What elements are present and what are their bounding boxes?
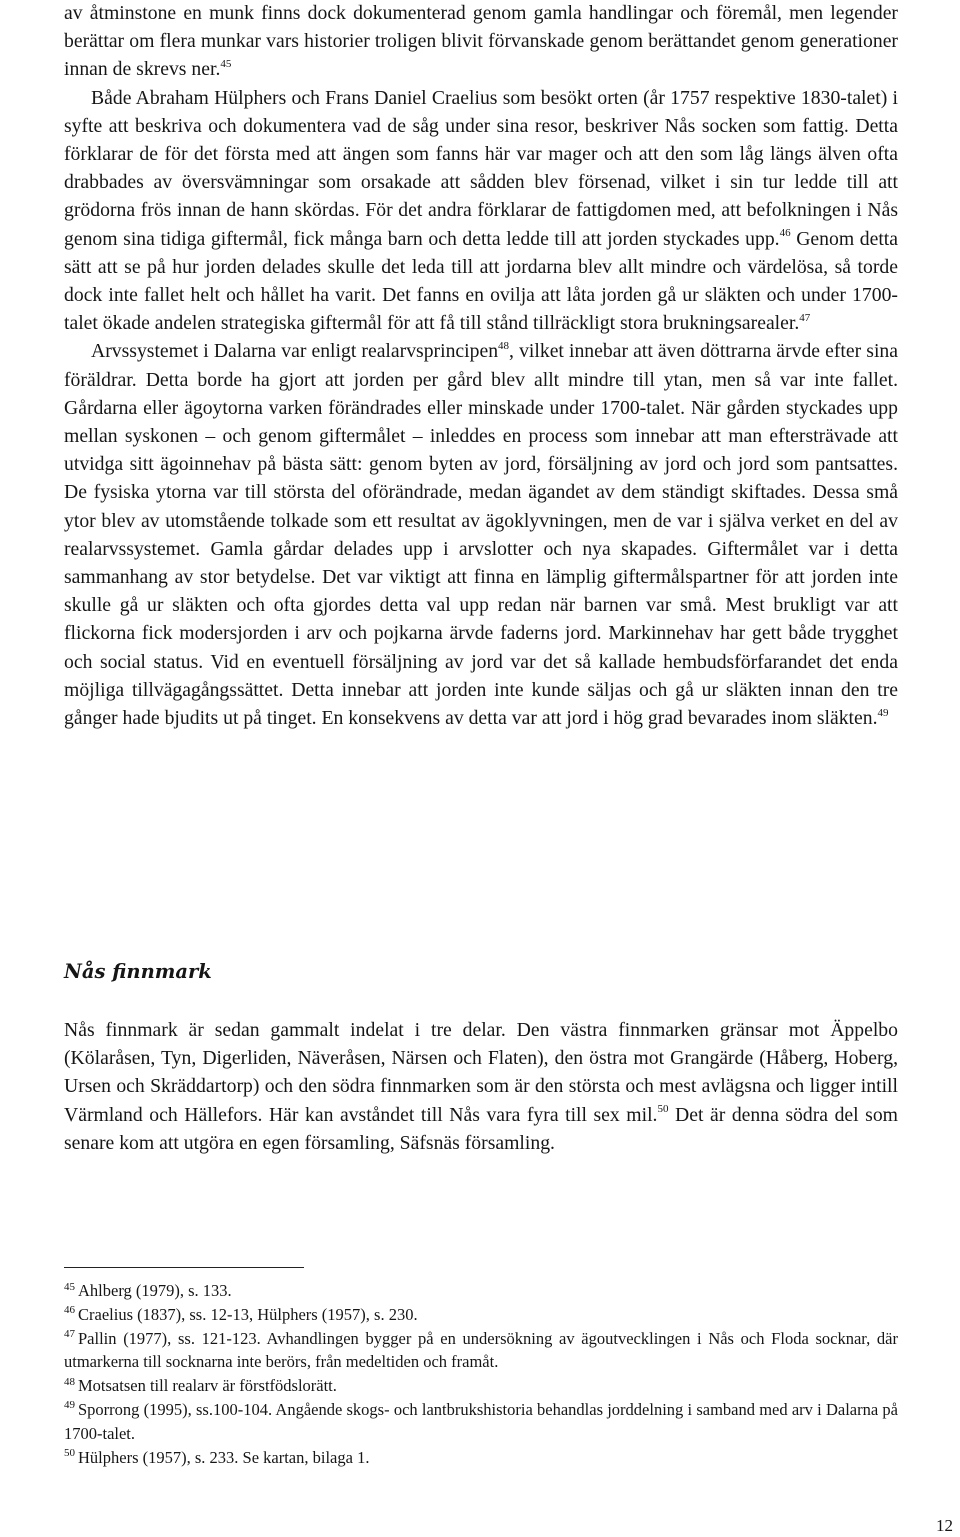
footnote-text: Pallin (1977), ss. 121-123. Avhandlingen bygger på en undersökning av ägoutvecklingen i Nås och Floda socknar, där utmarkerna till socknarna inte berörs, från medeltiden och framåt.	[64, 1328, 898, 1372]
footnote	[64, 1446, 898, 1470]
footnote-number: 45	[64, 1280, 75, 1293]
paragraph-text: Genom detta sätt att se på hur jorden delades skulle det leda till att jordarna blev allt mindre och värdelösa, så torde dock inte fallet helt och hållet ha varit. Det fanns en ovilja att låta jorden gå ur släkten och under 1700-talet ökade andelen strategiska giftermål för att få till stånd tillräckligt stora brukningsarealer.	[64, 227, 898, 335]
footnote-number: 50	[64, 1447, 75, 1460]
body-text	[64, 0, 898, 732]
footnote-ref[interactable]: 47	[799, 311, 811, 324]
footnote	[64, 1327, 898, 1375]
footnote-number: 49	[64, 1399, 75, 1412]
paragraph-arvssystemet	[64, 337, 898, 732]
paragraph-text: Arvssystemet i Dalarna var enligt realarvsprincipen	[91, 340, 499, 363]
paragraph-text: , vilket innebar att även döttrarna ärvde efter sina föräldrar. Detta borde ha gjort att jorden per gård blev allt mindre till ytan, men så var inte fallet. Gårdarna eller ägoytorna varken förändrades eller minskade under 1700-talet. När gården styckades upp mellan syskonen – och genom giftermålet – inleddes en process som innebar att man eftersträvade att utvidga sitt ägoinnehav på bästa sätt: genom byten av jord, försäljning av jord och jord som pantsattes. De fysiska ytorna var till största del oförändrade, medan ägandet av dem ständigt skiftades. Dessa små ytor blev av utomstående tolkade som ett resultat av ägoklyvningen, men de var i själva verket en del av realarvssystemet. Gamla gårdar delades upp i arvslotter och nya skapades. Giftermålet var i detta sammanhang av stor betydelse. Det var viktigt att finna en lämplig giftermålspartner för att jorden inte skulle gå ur släkten och ofta gjordes detta val upp redan när barnen var små. Mest brukligt var att flickorna fick modersjorden i arv och pojkarna ärvde faderns jord. Markinnehav har gett både trygghet och social status. Vid en eventuell försäljning av jord var det så kallade hembudsförfarandet det enda möjliga tillvägagångssättet. Detta innebar att jorden inte kunde säljas och gå ur släkten innan den tre gånger hade bjudits ut på tinget. En konsekvens av detta var att jord i hög grad bevarades inom släkten.	[64, 340, 898, 730]
paragraph-hulphers-craelius	[64, 84, 898, 338]
footnote-divider	[64, 1267, 304, 1268]
page-number: 12	[936, 1516, 953, 1535]
footnote-number: 46	[64, 1304, 75, 1317]
footnote-ref[interactable]: 45	[220, 57, 232, 70]
section-heading: Nås finnmark	[64, 960, 212, 983]
footnote-text: Motsatsen till realarv är förstfödslorätt.	[78, 1376, 337, 1396]
footnote-number: 47	[64, 1328, 75, 1341]
footnote-ref[interactable]: 50	[657, 1103, 669, 1116]
footnote-text: Sporrong (1995), ss.100-104. Angående skogs- och lantbrukshistoria behandlas jorddelning i samband med arv i Dalarna på 1700-talet.	[64, 1399, 898, 1443]
footnote-ref[interactable]: 48	[498, 339, 510, 352]
footnote	[64, 1374, 898, 1398]
footnote-text: Craelius (1837), ss. 12-13, Hülphers (1957), s. 230.	[78, 1304, 418, 1324]
section-body	[64, 1016, 898, 1157]
footnote-number: 48	[64, 1375, 75, 1388]
paragraph-text: Det är denna södra del som senare kom att utgöra en egen församling, Säfsnäs församling.	[64, 1103, 898, 1154]
footnote	[64, 1303, 898, 1327]
footnotes	[64, 1279, 898, 1469]
footnote-text: Ahlberg (1979), s. 133.	[78, 1281, 232, 1300]
footnote-ref[interactable]: 46	[779, 227, 791, 240]
paragraph-text: Nås finnmark är sedan gammalt indelat i tre delar. Den västra finnmarken gränsar mot Äppelbo (Kölaråsen, Tyn, Digerliden, Näveråsen, Närsen och Flaten), den östra mot Grangärde (Håberg, Hoberg, Ursen och Skräddartorp) och den södra finnmarken som är den största och mest avlägsna och ligger intill Värmland och Hällefors. Här kan avståndet till Nås vara fyra till sex mil.	[64, 1019, 898, 1126]
paragraph-text: Både Abraham Hülphers och Frans Daniel Craelius som besökt orten (år 1757 respektive 1830-talet) i syfte att beskriva och dokumentera vad de såg under sina resor, beskriver Nås socken som fattig. Detta förklarar de för det första med att ängen som fanns här var mager och att den som låg längs älven ofta drabbades av översvämningar som orsakade att sådden blev försenad, vilket i sin tur ledde till att grödorna frös innan de hann skördas. För det andra förklarar de fattigdomen med, att befolkningen i Nås genom sina tidiga giftermål, fick många barn och detta ledde till att jorden styckades upp.	[64, 86, 898, 250]
paragraph-continued	[64, 0, 898, 84]
paragraph-nas-finnmark	[64, 1016, 898, 1157]
footnote	[64, 1398, 898, 1446]
footnote-text: Hülphers (1957), s. 233. Se kartan, bilaga 1.	[78, 1447, 370, 1467]
footnote	[64, 1279, 898, 1303]
footnote-ref[interactable]: 49	[877, 706, 889, 719]
paragraph-text: av åtminstone en munk finns dock dokumenterad genom gamla handlingar och föremål, men legender berättar om flera munkar vars historier troligen blivit förvanskade genom berättandet genom generationer innan de skrevs ner.	[64, 2, 898, 81]
